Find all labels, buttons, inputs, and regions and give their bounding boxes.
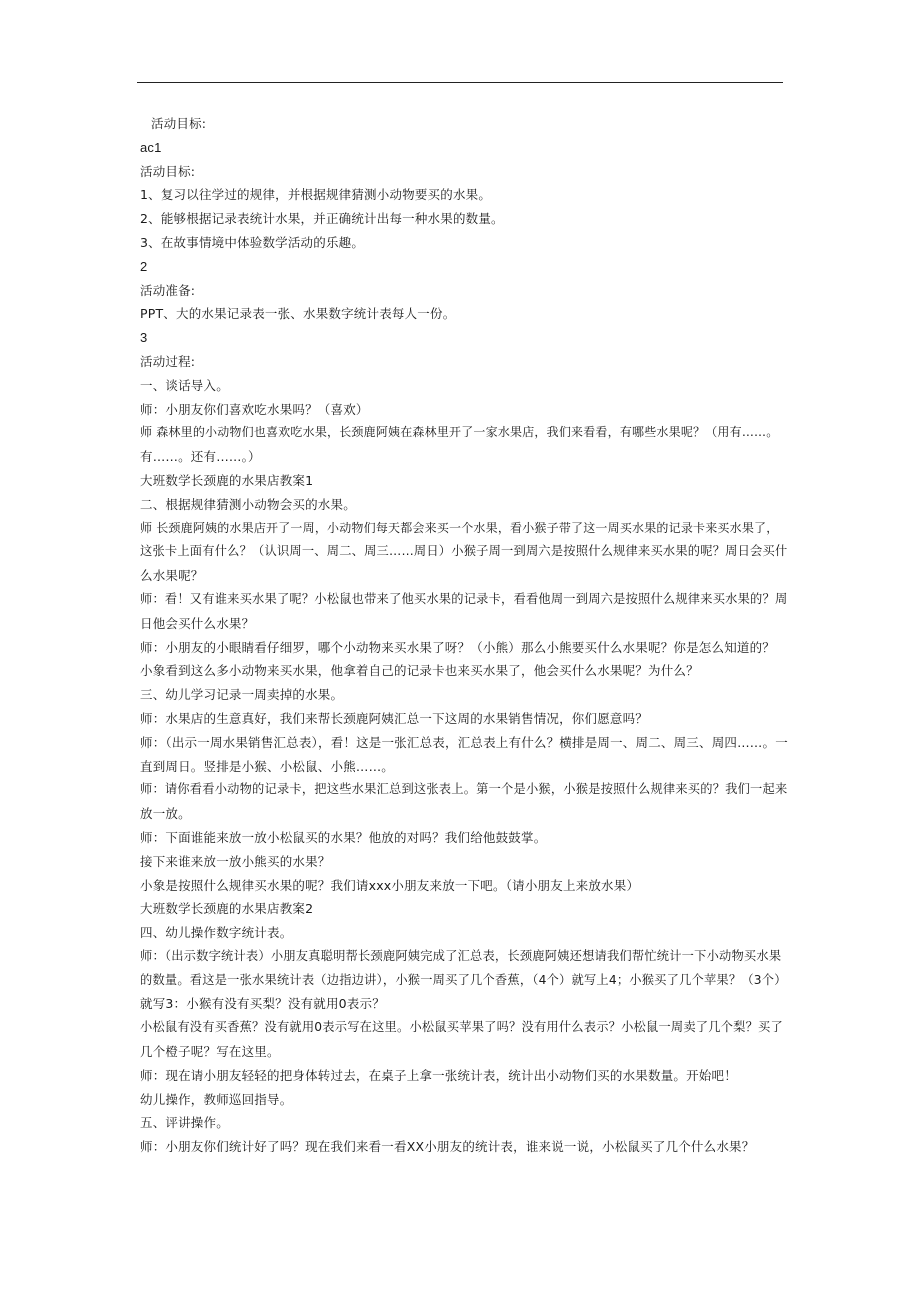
text-line: 师：小朋友你们喜欢吃水果吗？（喜欢） [140, 401, 369, 417]
section-heading: 活动过程: [140, 353, 196, 369]
text-line: 师：（出示一周水果销售汇总表），看！这是一张汇总表，汇总表上有什么？横排是周一、周二、周三、周四……。一 [140, 734, 788, 750]
text-line: 么水果呢？ [140, 568, 204, 584]
text-line: 接下来谁来放一放小熊买的水果？ [140, 853, 331, 869]
text-line: 师：（出示数字统计表）小朋友真聪明帮长颈鹿阿姨完成了汇总表，长颈鹿阿姨还想请我们帮忙统计一下小动物买水果 [140, 948, 782, 963]
list-item: 2、能够根据记录表统计水果，并正确统计出每一种水果的数量。 [140, 211, 504, 227]
step-heading: 三、幼儿学习记录一周卖掉的水果。 [140, 687, 344, 703]
text-line: 的数量。看这是一张水果统计表（边指边讲），小猴一周买了几个香蕉，（4个）就写上4；小猴买了几个苹果？（3个） [140, 972, 787, 987]
text-line: ac1 [140, 139, 162, 155]
text-line: PPT、大的水果记录表一张、水果数字统计表每人一份。 [140, 306, 456, 322]
text-line: 师 森林里的小动物们也喜欢吃水果，长颈鹿阿姨在森林里开了一家水果店，我们来看看，有哪些水果呢？（用有……。 [140, 425, 779, 440]
section-heading: 活动准备: [140, 282, 196, 298]
text-line: 师：请你看看小动物的记录卡，把这些水果汇总到这张表上。第一个是小猴，小猴是按照什么规律来买的？我们一起来 [140, 782, 788, 797]
text-line: 师：小朋友的小眼睛看仔细罗，哪个小动物来买水果了呀？（小熊）那么小熊要买什么水果呢？你是怎么知道的？ [140, 639, 776, 655]
section-number: 2 [140, 258, 148, 274]
step-heading: 二、根据规律猜测小动物会买的水果。 [140, 496, 356, 512]
list-item: 1、复习以往学过的规律，并根据规律猜测小动物要买的水果。 [140, 187, 492, 203]
text-line: 小松鼠有没有买香蕉？没有就用0表示写在这里。小松鼠买苹果了吗？没有用什么表示？小松鼠一周卖了几个梨？买了 [140, 1020, 783, 1035]
text-line: 师：现在请小朋友轻轻的把身体转过去，在桌子上拿一张统计表，统计出小动物们买的水果数量。开始吧！ [140, 1067, 737, 1083]
step-heading: 五、评讲操作。 [140, 1115, 229, 1131]
list-item: 3、在故事情境中体验数学活动的乐趣。 [140, 234, 365, 250]
section-heading: 活动目标: [151, 116, 207, 131]
text-line: 日他会买什么水果？ [140, 615, 255, 631]
text-line: 幼儿操作，教师巡回指导。 [140, 1091, 293, 1107]
section-number: 3 [140, 330, 148, 346]
text-line: 小象是按照什么规律买水果的呢？我们请xxx小朋友来放一下吧。（请小朋友上来放水果） [140, 877, 640, 893]
text-line: 这张卡上面有什么？（认识周一、周二、周三……周日）小猴子周一到周六是按照什么规律来买水果的呢？周日会买什 [140, 544, 788, 559]
document-body [140, 112, 790, 1159]
step-heading: 四、幼儿操作数字统计表。 [140, 925, 293, 941]
text-line: 就写3：小猴有没有买梨？没有就用0表示？ [140, 996, 385, 1012]
header-rule [137, 82, 783, 83]
text-line: 有……。还有……。） [140, 449, 261, 465]
text-line: 放一放。 [140, 806, 191, 822]
text-line: 直到周日。竖排是小猴、小松鼠、小熊……。 [140, 758, 395, 774]
text-line: 师：小朋友你们统计好了吗？现在我们来看一看XX小朋友的统计表，谁来说一说，小松鼠买了几个什么水果？ [140, 1139, 755, 1155]
text-line: 师 长颈鹿阿姨的水果店开了一周，小动物们每天都会来买一个水果，看小猴子带了这一周买水果的记录卡来买水果了， [140, 520, 779, 535]
text-line: 小象看到这么多小动物来买水果，他拿着自己的记录卡也来买水果了，他会买什么水果呢？为什么？ [140, 663, 699, 679]
step-heading: 一、谈话导入。 [140, 377, 229, 393]
subtitle: 大班数学长颈鹿的水果店教案1 [140, 472, 314, 488]
section-heading: 活动目标: [140, 163, 196, 179]
text-line: 几个橙子呢？写在这里。 [140, 1044, 280, 1060]
subtitle: 大班数学长颈鹿的水果店教案2 [140, 901, 314, 917]
text-line: 师：看！又有谁来买水果了呢？小松鼠也带来了他买水果的记录卡，看看他周一到周六是按照什么规律来买水果的？周 [140, 591, 788, 606]
text-line: 师：水果店的生意真好，我们来帮长颈鹿阿姨汇总一下这周的水果销售情况，你们愿意吗？ [140, 710, 649, 726]
text-line: 师：下面谁能来放一放小松鼠买的水果？他放的对吗？我们给他鼓鼓掌。 [140, 829, 547, 845]
